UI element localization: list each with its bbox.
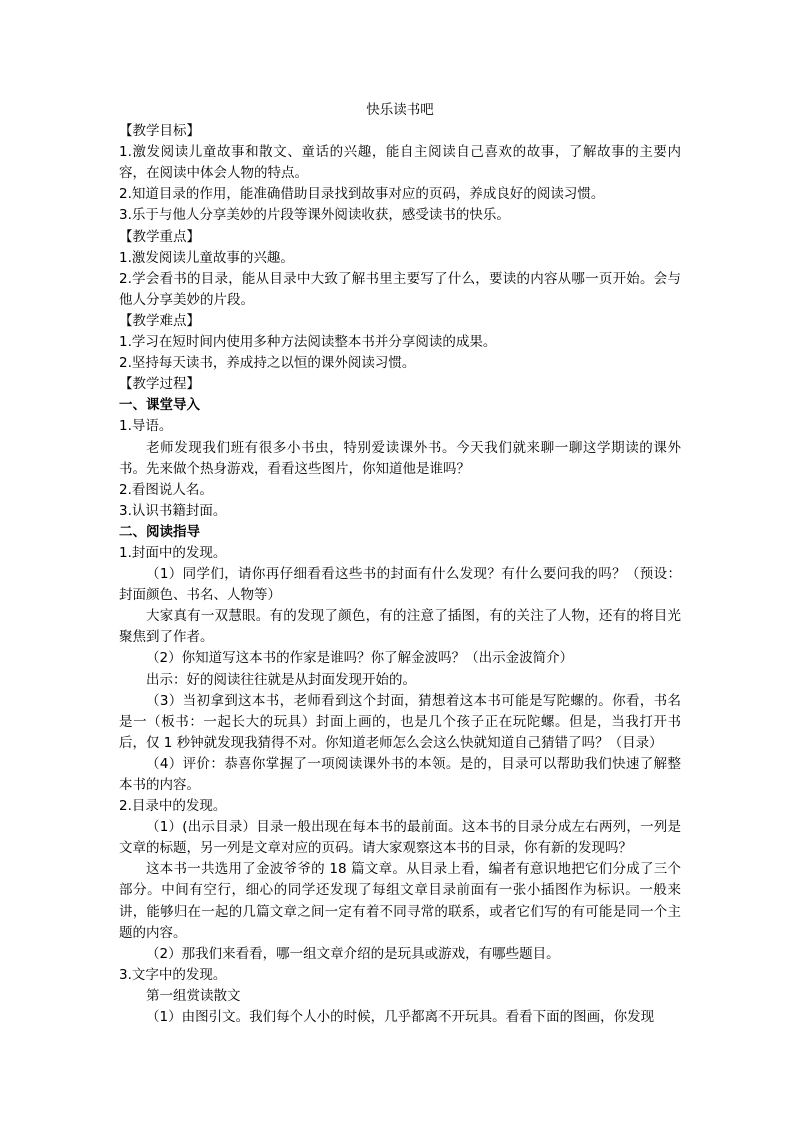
text-line: 1.导语。 xyxy=(119,418,173,435)
text-line: 二、阅读指导 xyxy=(119,523,200,540)
paragraph: （3）当初拿到这本书，老师看到这个封面，猜想着这本书可能是写陀螺的。你看，书名是一（板书：一起长大的玩具）封面上画的，也是几个孩子正在玩陀螺。但是，当我打开书后，仅 1 秒钟就发现我猜得不对。你知道老师怎么会这么快就知道自己猜错了吗？（目录） xyxy=(119,692,681,751)
text-line: 一、课堂导入 xyxy=(119,397,200,414)
text-line: 1.封面中的发现。 xyxy=(119,544,227,561)
paragraph: （2）那我们来看看，哪一组文章介绍的是玩具或游戏，有哪些题目。 xyxy=(146,945,560,962)
document-page xyxy=(119,100,681,1028)
text-line: 1.激发阅读儿童故事的兴趣。 xyxy=(119,249,294,266)
paragraph: 2.学会看书的目录，能从目录中大致了解书里主要写了什么，要读的内容从哪一页开始。会与他人分享美妙的片段。 xyxy=(119,270,681,308)
text-line: 2.坚持每天读书，养成持之以恒的课外阅读习惯。 xyxy=(119,355,416,372)
paragraph: 这本书一共选用了金波爷爷的 18 篇文章。从目录上看，编者有意识地把它们分成了三个部分。中间有空行，细心的同学还发现了每组文章目录前面有一张小插图作为标识。一般来讲，能够归在一起的几篇文章之间一定有着不同寻常的联系，或者它们写的有可能是同一个主题的内容。 xyxy=(119,861,681,941)
text-line: 【教学重点】 xyxy=(119,228,200,245)
text-line: 2.知道目录的作用，能准确借助目录找到故事对应的页码，养成良好的阅读习惯。 xyxy=(119,186,605,203)
text-line: 3.文字中的发现。 xyxy=(119,966,227,983)
document-title: 快乐读书吧 xyxy=(366,102,434,118)
paragraph: 老师发现我们班有很多小书虫，特别爱读课外书。今天我们就来聊一聊这学期读的课外书。先来做个热身游戏，看看这些图片，你知道他是谁吗？ xyxy=(119,439,681,477)
text-line: 1.学习在短时间内使用多种方法阅读整本书并分享阅读的成果。 xyxy=(119,334,497,351)
paragraph: 大家真有一双慧眼。有的发现了颜色，有的注意了插图，有的关注了人物，还有的将目光聚焦到了作者。 xyxy=(119,608,681,646)
paragraph: （1）(出示目录）目录一般出现在每本书的最前面。这本书的目录分成左右两列，一列是文章的标题，另一列是文章对应的页码。请大家观察这本书的目录，你有新的发现吗？ xyxy=(119,819,681,857)
paragraph: （1）由图引文。我们每个人小的时候，几乎都离不开玩具。看看下面的图画，你发现 xyxy=(146,1009,655,1026)
paragraph: 第一组赏读散文 xyxy=(146,987,241,1004)
paragraph: 1.激发阅读儿童故事和散文、童话的兴趣，能自主阅读自己喜欢的故事，了解故事的主要内容，在阅读中体会人物的特点。 xyxy=(119,144,681,182)
text-line: 2.目录中的发现。 xyxy=(119,798,227,815)
paragraph: 出示：好的阅读往往就是从封面发现开始的。 xyxy=(146,671,416,688)
text-line: 【教学目标】 xyxy=(119,123,200,140)
text-line: 【教学过程】 xyxy=(119,376,200,393)
paragraph: （4）评价：恭喜你掌握了一项阅读课外书的本领。是的，目录可以帮助我们快速了解整本书的内容。 xyxy=(119,755,681,793)
paragraph: （2）你知道写这本书的作家是谁吗？你了解金波吗？（出示金波简介） xyxy=(146,650,574,667)
text-line: 3.乐于与他人分享美妙的片段等课外阅读收获，感受读书的快乐。 xyxy=(119,207,510,224)
paragraph: （1）同学们，请你再仔细看看这些书的封面有什么发现？有什么要问我的吗？（预设：封面颜色、书名、人物等） xyxy=(119,566,681,604)
text-line: 2.看图说人名。 xyxy=(119,481,213,498)
document-body xyxy=(119,121,681,1028)
text-line: 3.认识书籍封面。 xyxy=(119,502,227,519)
text-line: 【教学难点】 xyxy=(119,312,200,329)
